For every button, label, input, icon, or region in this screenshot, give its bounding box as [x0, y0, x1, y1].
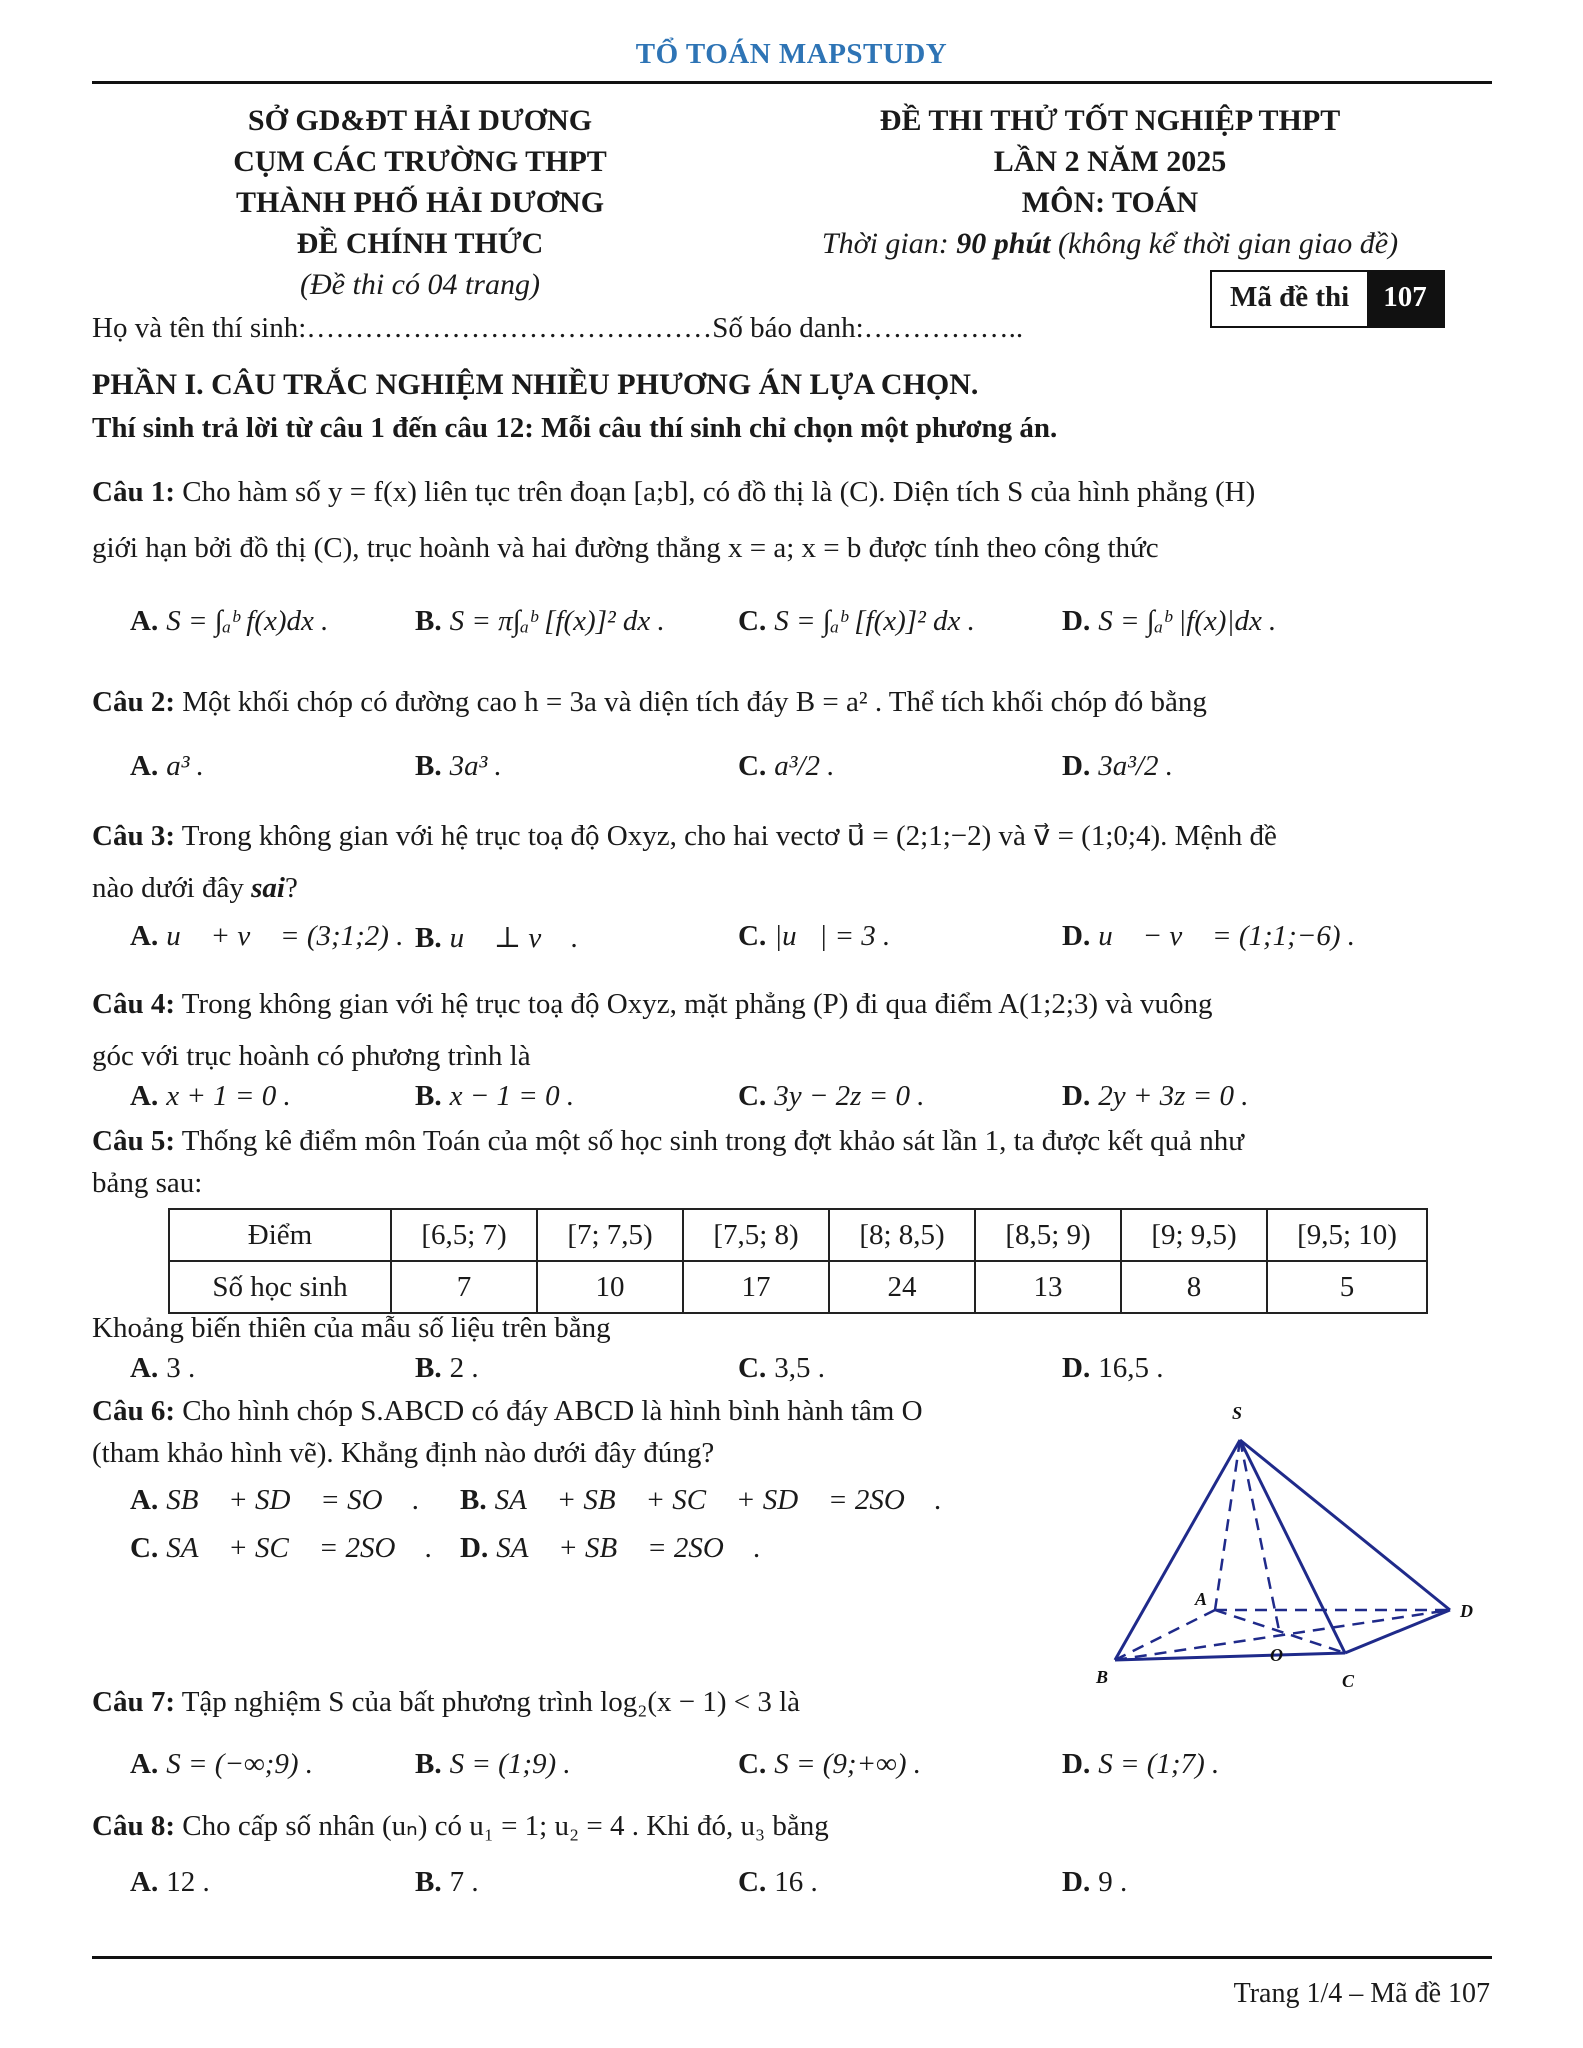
option-d[interactable]: D. 3a³/2 . [1062, 750, 1173, 782]
option-c[interactable]: C. 3y − 2z = 0 . [738, 1080, 925, 1112]
footer-rule [92, 1956, 1492, 1959]
option-b[interactable]: B. 3a³ . [415, 750, 502, 782]
table-row [169, 1209, 1427, 1261]
option-b[interactable]: B. 2 . [415, 1352, 479, 1384]
question-text: ? [284, 872, 298, 904]
question-5 [92, 1120, 1492, 1204]
question-text: Cho cấp số nhân (uₙ) có u₁ = 1; u₂ = 4 . Khi đó, u₃ bằng [174, 1810, 829, 1842]
question-label: Câu 3: [92, 820, 175, 852]
table-cell: 5 [1267, 1261, 1427, 1313]
option-d[interactable]: D. S = (1;7) . [1062, 1748, 1220, 1780]
question-label: Câu 5: [92, 1125, 175, 1157]
option-c[interactable]: C. SA⃗ + SC⃗ = 2SO⃗ . [130, 1532, 433, 1564]
option-a[interactable]: A. u⃗ + v⃗ = (3;1;2) . [130, 920, 404, 952]
time-prefix: Thời gian: [821, 227, 957, 260]
option-c[interactable]: C. S = (9;+∞) . [738, 1748, 921, 1780]
table-cell: [6,5; 7) [391, 1209, 537, 1261]
question-text: Thống kê điểm môn Toán của một số học sinh trong đợt khảo sát lần 1, ta được kết quả như [174, 1125, 1244, 1157]
option-b[interactable]: B. x − 1 = 0 . [415, 1080, 575, 1112]
question-text: Khoảng biến thiên của mẫu số liệu trên bằng [92, 1312, 611, 1344]
exam-code-label: Mã đề thi [1230, 281, 1350, 313]
table-cell: [7,5; 8) [683, 1209, 829, 1261]
question-4 [92, 978, 1492, 1082]
question-7 [92, 1676, 1492, 1728]
question-label: Câu 1: [92, 476, 175, 508]
vertex-label-o: O [1270, 1645, 1283, 1665]
header-left-line: ĐỀ CHÍNH THỨC [296, 227, 544, 260]
vertex-label-s: S [1232, 1403, 1243, 1423]
header-right-line: ĐỀ THI THỬ TỐT NGHIỆP THPT [879, 104, 1341, 137]
option-a[interactable]: A. 3 . [130, 1352, 196, 1384]
option-b[interactable]: B. u⃗ ⊥ v⃗ . [415, 922, 579, 954]
option-d[interactable]: D. SA⃗ + SB⃗ = 2SO⃗ . [460, 1532, 761, 1564]
option-c[interactable]: C. 3,5 . [738, 1352, 825, 1384]
option-b[interactable]: B. 7 . [415, 1866, 479, 1898]
option-a[interactable]: A. S = ∫ₐᵇ f(x)dx . [130, 605, 329, 637]
question-6 [92, 1390, 1082, 1474]
table-cell: 7 [391, 1261, 537, 1313]
option-d[interactable]: D. 9 . [1062, 1866, 1128, 1898]
table-cell: 10 [537, 1261, 683, 1313]
header-left-line: THÀNH PHỐ HẢI DƯƠNG [235, 186, 605, 219]
table-cell: 24 [829, 1261, 975, 1313]
table-header-cell: Điểm [169, 1209, 391, 1261]
header-left [170, 100, 670, 305]
vertex-label-c: C [1342, 1671, 1355, 1691]
time-suffix: (không kể thời gian giao đề) [1050, 227, 1399, 260]
question-text: Trong không gian với hệ trục toạ độ Oxyz, cho hai vectơ u⃗ = (2;1;−2) và v⃗ = (1;0;4). Mệnh đề [174, 820, 1277, 852]
question-label: Câu 8: [92, 1810, 175, 1842]
option-a[interactable]: A. 12 . [130, 1866, 210, 1898]
option-c[interactable]: C. a³/2 . [738, 750, 835, 782]
header-right-line: LẦN 2 NĂM 2025 [993, 145, 1227, 178]
vertex-label-a: A [1195, 1589, 1208, 1609]
question-label: Câu 6: [92, 1395, 175, 1427]
part-instruction: Thí sinh trả lời từ câu 1 đến câu 12: Mỗi câu thí sinh chỉ chọn một phương án. [92, 412, 1058, 444]
question-text: giới hạn bởi đồ thị (C), trục hoành và hai đường thẳng x = a; x = b được tính theo công thức [92, 532, 1159, 564]
table-cell: [7; 7,5) [537, 1209, 683, 1261]
option-d[interactable]: D. u⃗ − v⃗ = (1;1;−6) . [1062, 920, 1356, 952]
option-b[interactable]: B. S = (1;9) . [415, 1748, 571, 1780]
question-1 [92, 466, 1492, 574]
header-right [760, 100, 1460, 264]
option-d[interactable]: D. 2y + 3z = 0 . [1062, 1080, 1249, 1112]
candidate-line: Họ và tên thí sinh:……………………………………Số báo danh:…………….. [92, 312, 1024, 344]
header-left-note: (Đề thi có 04 trang) [300, 268, 540, 301]
question-label: Câu 4: [92, 988, 175, 1020]
page-footer: Trang 1/4 – Mã đề 107 [1233, 1978, 1490, 2009]
question-text: (tham khảo hình vẽ). Khẳng định nào dưới đây đúng? [92, 1437, 715, 1469]
part-title: PHẦN I. CÂU TRẮC NGHIỆM NHIỀU PHƯƠNG ÁN LỰA CHỌN. [92, 368, 979, 401]
exam-time [760, 223, 1460, 264]
option-c[interactable]: C. S = ∫ₐᵇ [f(x)]² dx . [738, 605, 975, 637]
option-a[interactable]: A. x + 1 = 0 . [130, 1080, 291, 1112]
table-cell: [9,5; 10) [1267, 1209, 1427, 1261]
option-a[interactable]: A. S = (−∞;9) . [130, 1748, 313, 1780]
table-header-cell: Số học sinh [169, 1261, 391, 1313]
question-text: Cho hình chóp S.ABCD có đáy ABCD là hình bình hành tâm O [174, 1395, 923, 1427]
pyramid-figure [1080, 1395, 1500, 1705]
option-b[interactable]: B. SA⃗ + SB⃗ + SC⃗ + SD⃗ = 2SO⃗ . [460, 1484, 942, 1516]
question-3 [92, 810, 1492, 914]
header-right-line: MÔN: TOÁN [1021, 186, 1199, 219]
question-text: Cho hàm số y = f(x) liên tục trên đoạn [a;b], có đồ thị là (C). Diện tích S của hình phẳng (H) [174, 476, 1256, 508]
question-text: Một khối chóp có đường cao h = 3a và diện tích đáy B = a² . Thể tích khối chóp đó bằng [174, 686, 1207, 718]
option-d[interactable]: D. 16,5 . [1062, 1352, 1164, 1384]
option-c[interactable]: C. 16 . [738, 1866, 818, 1898]
question-text: Tập nghiệm S của bất phương trình log₂(x − 1) < 3 là [174, 1686, 801, 1718]
vertex-label-b: B [1096, 1667, 1109, 1687]
table-cell: 13 [975, 1261, 1121, 1313]
option-b[interactable]: B. S = π∫ₐᵇ [f(x)]² dx . [415, 605, 665, 637]
header-rule [92, 81, 1492, 84]
table-cell: 17 [683, 1261, 829, 1313]
question-text: bảng sau: [92, 1167, 203, 1199]
question-8 [92, 1800, 1492, 1852]
question-2 [92, 676, 1492, 728]
question-text: góc với trục hoành có phương trình là [92, 1040, 531, 1072]
table-cell: [8; 8,5) [829, 1209, 975, 1261]
header-left-line: CỤM CÁC TRƯỜNG THPT [233, 145, 607, 178]
score-table [168, 1208, 1428, 1314]
table-cell: [8,5; 9) [975, 1209, 1121, 1261]
time-value: 90 phút [956, 227, 1051, 260]
question-text: nào dưới đây [92, 872, 252, 904]
option-a[interactable]: A. a³ . [130, 750, 204, 782]
exam-code: 107 [1367, 272, 1443, 326]
table-row [169, 1261, 1427, 1313]
header-left-line: SỞ GD&ĐT HẢI DƯƠNG [247, 104, 593, 137]
option-a[interactable]: A. SB⃗ + SD⃗ = SO⃗ . [130, 1484, 420, 1516]
vertex-label-d: D [1460, 1601, 1473, 1621]
question-label: Câu 2: [92, 686, 175, 718]
table-cell: 8 [1121, 1261, 1267, 1313]
option-c[interactable]: C. |u⃗| = 3 . [738, 920, 891, 952]
question-label: Câu 7: [92, 1686, 175, 1718]
table-cell: [9; 9,5) [1121, 1209, 1267, 1261]
brand-title: TỔ TOÁN MAPSTUDY [635, 38, 948, 70]
option-d[interactable]: D. S = ∫ₐᵇ |f(x)|dx . [1062, 605, 1277, 637]
emphasis: sai [251, 872, 285, 904]
question-text: Trong không gian với hệ trục toạ độ Oxyz, mặt phẳng (P) đi qua điểm A(1;2;3) và vuông [174, 988, 1213, 1020]
